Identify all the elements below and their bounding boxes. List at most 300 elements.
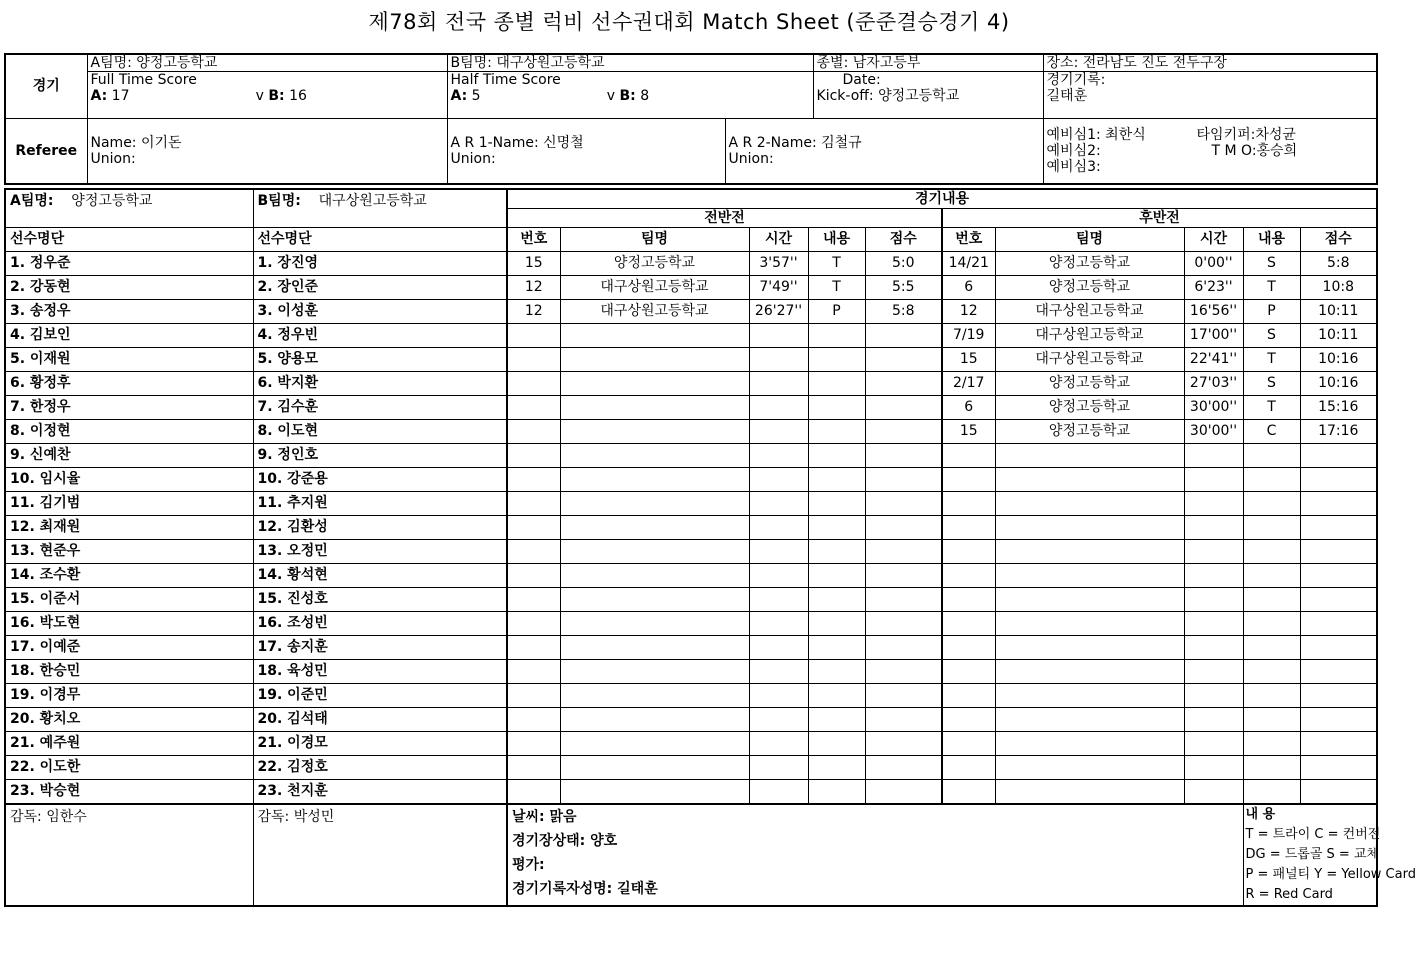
b-player: 17. 송지훈 xyxy=(253,636,507,660)
event-team xyxy=(995,636,1184,660)
col-time: 시간 xyxy=(1184,228,1243,252)
event-no xyxy=(507,708,560,732)
event-type: S xyxy=(1243,372,1300,396)
event-time: 22'41'' xyxy=(1184,348,1243,372)
event-team: 양정고등학교 xyxy=(995,276,1184,300)
first-half-header: 전반전 xyxy=(507,209,942,228)
full-a-label: A: xyxy=(90,88,108,104)
event-no xyxy=(942,588,995,612)
event-score xyxy=(865,420,942,444)
event-no: 15 xyxy=(507,252,560,276)
table-row xyxy=(5,276,1377,300)
event-time: 30'00'' xyxy=(1184,420,1243,444)
event-type xyxy=(808,348,865,372)
event-no xyxy=(507,780,560,805)
referee-cell xyxy=(87,118,447,184)
event-score xyxy=(865,372,942,396)
event-score xyxy=(1300,732,1377,756)
ar1-union: Union: xyxy=(450,150,496,167)
event-score xyxy=(865,540,942,564)
full-a-score: 17 xyxy=(111,88,130,104)
legend-line: T = 트라이 C = 컨버전 xyxy=(1245,827,1381,842)
event-type xyxy=(808,588,865,612)
event-time: 26'27'' xyxy=(749,300,808,324)
event-time xyxy=(749,612,808,636)
b-team-label: B팀명: xyxy=(257,193,301,209)
event-type xyxy=(1243,708,1300,732)
event-time: 16'56'' xyxy=(1184,300,1243,324)
event-time xyxy=(749,564,808,588)
game-notes xyxy=(507,804,1243,906)
a-team-title: 양정고등학교 xyxy=(71,193,153,209)
event-type: T xyxy=(1243,396,1300,420)
recorder-signature: 경기기록자성명: 길태훈 xyxy=(512,881,658,897)
b-player: 21. 이경모 xyxy=(253,732,507,756)
event-type xyxy=(808,756,865,780)
event-time: 30'00'' xyxy=(1184,396,1243,420)
event-team xyxy=(995,588,1184,612)
event-type xyxy=(808,636,865,660)
b-player: 20. 김석태 xyxy=(253,708,507,732)
event-team xyxy=(995,780,1184,805)
event-time: 7'49'' xyxy=(749,276,808,300)
table-row xyxy=(5,780,1377,805)
event-type xyxy=(808,492,865,516)
event-score xyxy=(1300,756,1377,780)
event-score: 10:16 xyxy=(1300,372,1377,396)
half-b-label: B: xyxy=(619,88,636,104)
event-no xyxy=(507,636,560,660)
event-score xyxy=(1300,636,1377,660)
event-team xyxy=(995,540,1184,564)
b-team-name: B팀명: 대구상원고등학교 xyxy=(448,55,813,72)
event-no: 15 xyxy=(942,420,995,444)
event-time: 6'23'' xyxy=(1184,276,1243,300)
a-player: 17. 이예준 xyxy=(5,636,253,660)
event-time xyxy=(749,420,808,444)
a-player: 7. 한정우 xyxy=(5,396,253,420)
event-no xyxy=(507,540,560,564)
officials-cell xyxy=(1043,118,1377,184)
event-type xyxy=(1243,780,1300,805)
legend-line: P = 패널티 Y = Yellow Card xyxy=(1245,867,1416,882)
event-team xyxy=(560,756,749,780)
event-type xyxy=(1243,636,1300,660)
weather: 날씨: 맑음 xyxy=(512,809,577,825)
event-score xyxy=(865,492,942,516)
event-no xyxy=(507,396,560,420)
recorder-name: 길태훈 xyxy=(1046,88,1088,104)
a-player: 14. 조수환 xyxy=(5,564,253,588)
event-no xyxy=(942,564,995,588)
a-player: 6. 황정후 xyxy=(5,372,253,396)
event-no xyxy=(507,660,560,684)
event-type xyxy=(1243,516,1300,540)
event-type xyxy=(808,732,865,756)
event-time xyxy=(749,468,808,492)
kickoff: Kick-off: 양정고등학교 xyxy=(816,88,960,104)
event-time xyxy=(1184,732,1243,756)
event-score xyxy=(865,516,942,540)
a-player: 4. 김보인 xyxy=(5,324,253,348)
col-time: 시간 xyxy=(749,228,808,252)
event-no xyxy=(942,684,995,708)
events-header: 경기내용 xyxy=(507,189,1377,209)
half-a-score: 5 xyxy=(471,88,481,104)
a-team-label: A팀명: xyxy=(10,193,54,209)
event-score: 5:0 xyxy=(865,252,942,276)
event-no xyxy=(507,732,560,756)
event-score xyxy=(865,588,942,612)
ar2-union: Union: xyxy=(728,150,774,167)
event-no xyxy=(942,708,995,732)
event-no: 15 xyxy=(942,348,995,372)
event-no xyxy=(507,372,560,396)
event-score xyxy=(865,612,942,636)
event-type xyxy=(1243,732,1300,756)
event-time xyxy=(749,732,808,756)
event-time xyxy=(1184,468,1243,492)
event-no xyxy=(942,660,995,684)
event-team xyxy=(995,732,1184,756)
table-row xyxy=(5,708,1377,732)
event-no xyxy=(507,612,560,636)
event-type: C xyxy=(1243,420,1300,444)
event-team xyxy=(560,684,749,708)
a-coach: 감독: 임한수 xyxy=(5,804,253,906)
event-no xyxy=(507,348,560,372)
event-score xyxy=(1300,660,1377,684)
a-player: 18. 한승민 xyxy=(5,660,253,684)
a-player: 15. 이준서 xyxy=(5,588,253,612)
referee-label: Referee xyxy=(5,118,87,184)
b-player: 18. 육성민 xyxy=(253,660,507,684)
event-team xyxy=(560,396,749,420)
table-row xyxy=(5,732,1377,756)
b-player: 8. 이도현 xyxy=(253,420,507,444)
venue-cell xyxy=(1043,54,1377,118)
full-b-label: B: xyxy=(268,88,285,104)
event-no: 12 xyxy=(507,276,560,300)
event-time xyxy=(749,588,808,612)
event-score: 5:8 xyxy=(1300,252,1377,276)
half-time-cell xyxy=(447,54,813,118)
event-team xyxy=(995,516,1184,540)
b-player: 6. 박지환 xyxy=(253,372,507,396)
b-player: 13. 오정민 xyxy=(253,540,507,564)
event-score xyxy=(865,636,942,660)
table-row xyxy=(5,612,1377,636)
b-player: 23. 천지훈 xyxy=(253,780,507,805)
event-type xyxy=(808,660,865,684)
full-time-cell xyxy=(87,54,447,118)
category: 종별: 남자고등부 xyxy=(814,55,1043,72)
ar2-cell xyxy=(725,118,1043,184)
event-score xyxy=(1300,684,1377,708)
event-no xyxy=(507,756,560,780)
col-score: 점수 xyxy=(1300,228,1377,252)
a-player: 2. 강동현 xyxy=(5,276,253,300)
event-type xyxy=(1243,468,1300,492)
reserve-2: 예비심2: xyxy=(1046,142,1101,159)
legend-line: DG = 드롭골 S = 교체 xyxy=(1245,847,1380,862)
event-team xyxy=(560,780,749,805)
referee-union: Union: xyxy=(90,150,136,167)
a-player: 23. 박승현 xyxy=(5,780,253,805)
event-team xyxy=(560,324,749,348)
b-player-list-label: 선수명단 xyxy=(253,228,507,252)
event-score xyxy=(865,708,942,732)
table-row xyxy=(5,492,1377,516)
event-team xyxy=(995,756,1184,780)
event-no xyxy=(942,516,995,540)
event-type: P xyxy=(808,300,865,324)
evaluation: 평가: xyxy=(512,857,545,873)
table-row xyxy=(5,636,1377,660)
event-type xyxy=(808,684,865,708)
a-team-name: A팀명: 양정고등학교 xyxy=(88,55,447,72)
event-score xyxy=(1300,612,1377,636)
event-score: 17:16 xyxy=(1300,420,1377,444)
legend-line: R = Red Card xyxy=(1245,887,1333,902)
event-score xyxy=(1300,444,1377,468)
second-half-header: 후반전 xyxy=(942,209,1377,228)
b-player: 9. 정인호 xyxy=(253,444,507,468)
event-score xyxy=(865,780,942,805)
match-info-table xyxy=(4,53,1378,185)
half-time-label: Half Time Score xyxy=(450,72,561,88)
b-player: 16. 조성빈 xyxy=(253,612,507,636)
a-player: 19. 이경무 xyxy=(5,684,253,708)
b-player: 11. 추지원 xyxy=(253,492,507,516)
event-no xyxy=(942,756,995,780)
table-row xyxy=(5,372,1377,396)
event-type xyxy=(1243,612,1300,636)
event-score: 5:5 xyxy=(865,276,942,300)
event-team xyxy=(995,564,1184,588)
a-player: 12. 최재원 xyxy=(5,516,253,540)
event-type: S xyxy=(1243,252,1300,276)
event-time xyxy=(749,324,808,348)
event-team: 대구상원고등학교 xyxy=(995,300,1184,324)
col-type: 내용 xyxy=(808,228,865,252)
event-team xyxy=(995,684,1184,708)
event-score: 10:11 xyxy=(1300,300,1377,324)
event-time xyxy=(1184,684,1243,708)
table-row xyxy=(5,756,1377,780)
event-type xyxy=(1243,660,1300,684)
b-player: 14. 황석현 xyxy=(253,564,507,588)
event-score xyxy=(865,564,942,588)
col-score: 점수 xyxy=(865,228,942,252)
event-no xyxy=(942,492,995,516)
b-player: 22. 김정호 xyxy=(253,756,507,780)
event-team xyxy=(995,468,1184,492)
event-type: T xyxy=(808,276,865,300)
event-team xyxy=(560,564,749,588)
event-team: 양정고등학교 xyxy=(995,252,1184,276)
half-v: v xyxy=(606,88,616,104)
event-team: 대구상원고등학교 xyxy=(560,300,749,324)
timekeeper: 타임키퍼:차성균 xyxy=(1196,126,1296,143)
table-row xyxy=(5,516,1377,540)
ar1-name: A R 1-Name: 신명철 xyxy=(450,134,584,151)
event-time xyxy=(749,708,808,732)
event-type xyxy=(808,444,865,468)
reserve-3: 예비심3: xyxy=(1046,158,1101,175)
event-score xyxy=(1300,708,1377,732)
event-score xyxy=(865,660,942,684)
ar1-cell xyxy=(447,118,725,184)
event-team xyxy=(995,660,1184,684)
date-label: Date: xyxy=(842,72,881,88)
table-row xyxy=(5,468,1377,492)
event-team: 대구상원고등학교 xyxy=(995,348,1184,372)
event-time xyxy=(749,516,808,540)
event-team xyxy=(560,660,749,684)
a-player: 13. 현준우 xyxy=(5,540,253,564)
event-score xyxy=(865,444,942,468)
roster-events-table xyxy=(4,188,1416,907)
event-no xyxy=(507,324,560,348)
event-type xyxy=(808,324,865,348)
a-player: 16. 박도현 xyxy=(5,612,253,636)
a-player: 21. 예주원 xyxy=(5,732,253,756)
legend xyxy=(1243,804,1416,906)
full-time-score xyxy=(91,88,444,104)
a-player: 22. 이도한 xyxy=(5,756,253,780)
event-time xyxy=(1184,660,1243,684)
event-score xyxy=(865,684,942,708)
b-team-title: 대구상원고등학교 xyxy=(318,193,427,209)
table-row xyxy=(5,444,1377,468)
table-row xyxy=(5,300,1377,324)
event-team xyxy=(560,468,749,492)
event-score: 10:11 xyxy=(1300,324,1377,348)
event-time xyxy=(1184,492,1243,516)
event-score xyxy=(865,348,942,372)
event-score xyxy=(865,396,942,420)
event-team: 양정고등학교 xyxy=(560,252,749,276)
event-score xyxy=(1300,540,1377,564)
half-time-score xyxy=(451,88,810,104)
event-type xyxy=(808,516,865,540)
event-no xyxy=(942,732,995,756)
reserve-1: 예비심1: 최한식 xyxy=(1046,126,1146,143)
event-team xyxy=(560,612,749,636)
table-row xyxy=(5,660,1377,684)
event-score xyxy=(1300,492,1377,516)
half-b-score: 8 xyxy=(640,88,650,104)
b-player: 2. 장인준 xyxy=(253,276,507,300)
event-score: 10:16 xyxy=(1300,348,1377,372)
event-type xyxy=(1243,564,1300,588)
event-score xyxy=(1300,468,1377,492)
event-team xyxy=(560,516,749,540)
b-player: 5. 양용모 xyxy=(253,348,507,372)
event-time: 27'03'' xyxy=(1184,372,1243,396)
event-score xyxy=(1300,588,1377,612)
category-cell xyxy=(813,54,1043,118)
legend-title: 내 용 xyxy=(1245,807,1276,822)
event-team xyxy=(560,444,749,468)
event-team xyxy=(560,492,749,516)
venue: 장소: 전라남도 진도 전두구장 xyxy=(1044,55,1377,72)
table-row xyxy=(5,588,1377,612)
event-type: S xyxy=(1243,324,1300,348)
b-coach: 감독: 박성민 xyxy=(253,804,507,906)
table-row xyxy=(5,420,1377,444)
event-team xyxy=(560,732,749,756)
tmo: T M O:홍승희 xyxy=(1211,142,1298,159)
event-time xyxy=(749,444,808,468)
table-row xyxy=(5,564,1377,588)
a-player: 20. 황치오 xyxy=(5,708,253,732)
col-team: 팀명 xyxy=(560,228,749,252)
event-time xyxy=(749,636,808,660)
event-team xyxy=(560,588,749,612)
event-type xyxy=(808,540,865,564)
event-team xyxy=(995,492,1184,516)
event-score xyxy=(865,732,942,756)
event-no: 14/21 xyxy=(942,252,995,276)
a-player: 3. 송정우 xyxy=(5,300,253,324)
event-time xyxy=(749,660,808,684)
full-time-label: Full Time Score xyxy=(90,72,197,88)
event-type xyxy=(1243,684,1300,708)
b-player: 12. 김환성 xyxy=(253,516,507,540)
event-team: 양정고등학교 xyxy=(995,420,1184,444)
ar2-name: A R 2-Name: 김철규 xyxy=(728,134,862,151)
event-type xyxy=(808,396,865,420)
event-no xyxy=(507,564,560,588)
event-no xyxy=(507,468,560,492)
event-no xyxy=(942,468,995,492)
officials-row-2 xyxy=(1047,143,1374,159)
event-type xyxy=(1243,444,1300,468)
event-time xyxy=(749,780,808,805)
event-time xyxy=(749,372,808,396)
event-score: 10:8 xyxy=(1300,276,1377,300)
b-player: 4. 정우빈 xyxy=(253,324,507,348)
event-time xyxy=(1184,708,1243,732)
event-team xyxy=(560,636,749,660)
event-type: P xyxy=(1243,300,1300,324)
b-player: 15. 진성호 xyxy=(253,588,507,612)
game-label: 경기 xyxy=(5,54,87,118)
event-time xyxy=(1184,540,1243,564)
event-time: 17'00'' xyxy=(1184,324,1243,348)
b-player: 1. 장진영 xyxy=(253,252,507,276)
b-player: 3. 이성훈 xyxy=(253,300,507,324)
a-player: 8. 이정현 xyxy=(5,420,253,444)
event-type xyxy=(1243,588,1300,612)
event-team xyxy=(560,708,749,732)
event-no xyxy=(507,684,560,708)
event-team xyxy=(995,444,1184,468)
event-time xyxy=(1184,516,1243,540)
event-score xyxy=(865,324,942,348)
event-no xyxy=(942,780,995,805)
table-row xyxy=(5,324,1377,348)
event-time: 0'00'' xyxy=(1184,252,1243,276)
event-type xyxy=(808,708,865,732)
event-time xyxy=(1184,780,1243,805)
event-type xyxy=(808,468,865,492)
event-team xyxy=(995,708,1184,732)
table-row xyxy=(5,252,1377,276)
event-team xyxy=(560,372,749,396)
